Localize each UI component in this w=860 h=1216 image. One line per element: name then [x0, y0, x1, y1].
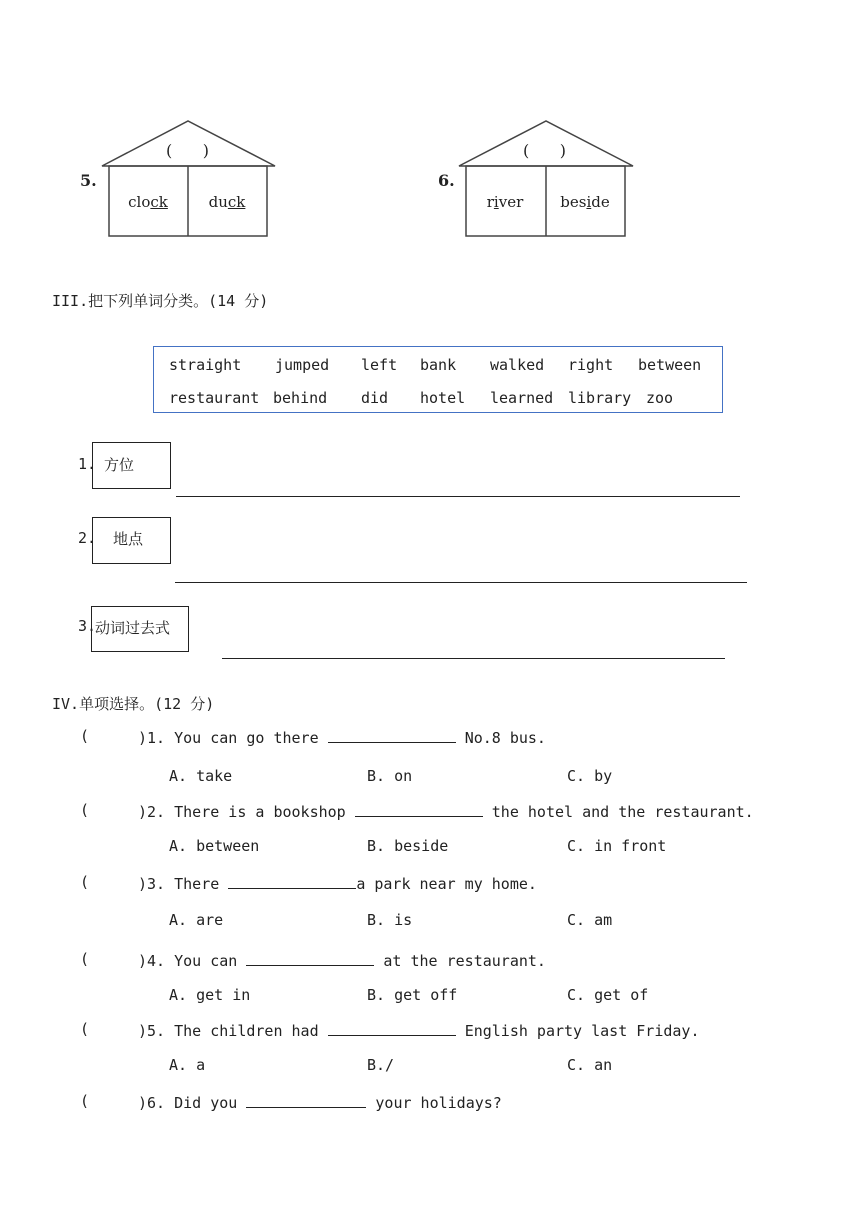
house-diagram — [457, 118, 635, 240]
word: zoo — [646, 389, 674, 407]
category-number: 2. — [78, 529, 97, 547]
roof-answer-paren: ( ) — [166, 141, 209, 160]
category-number: 1. — [78, 455, 97, 473]
house-word-right: beside — [560, 193, 610, 211]
category-label-box — [92, 517, 171, 564]
category-label: 动词过去式 — [95, 619, 171, 637]
word: walked — [490, 356, 545, 374]
house-diagram — [100, 118, 278, 240]
word: bank — [420, 356, 457, 374]
option: A. between — [169, 837, 260, 855]
fill-blank[interactable] — [328, 727, 456, 743]
answer-paren[interactable]: ( — [80, 950, 90, 968]
answer-paren[interactable]: ( — [80, 801, 90, 819]
word: behind — [273, 389, 328, 407]
category-label-box — [91, 606, 189, 652]
house-word-left: clock — [128, 193, 168, 211]
word: jumped — [275, 356, 330, 374]
word: restaurant — [169, 389, 260, 407]
category-label: 地点 — [113, 530, 144, 548]
word: hotel — [420, 389, 466, 407]
fill-blank[interactable] — [228, 873, 356, 889]
fill-blank[interactable] — [246, 1092, 366, 1108]
option: B. get off — [367, 986, 458, 1004]
fill-blank[interactable] — [355, 801, 483, 817]
house-word-right: duck — [208, 193, 246, 211]
answer-paren[interactable]: ( — [80, 1020, 90, 1038]
question-text: )6. Did you your holidays? — [138, 1094, 502, 1112]
question-text: )2. There is a bookshop the hotel and the restaurant. — [138, 803, 754, 821]
category-label-box — [92, 442, 171, 489]
option: C. by — [567, 767, 613, 785]
option: B. is — [367, 911, 413, 929]
question-text: )5. The children had English party last Friday. — [138, 1022, 700, 1040]
word: did — [361, 389, 389, 407]
option: C. get of — [567, 986, 649, 1004]
answer-line[interactable] — [175, 582, 747, 583]
option: B. beside — [367, 837, 449, 855]
section-title: III.把下列单词分类。(14 分) — [52, 292, 269, 310]
option: B./ — [367, 1056, 395, 1074]
word: straight — [169, 356, 242, 374]
option: A. get in — [169, 986, 251, 1004]
question-text: )1. You can go there No.8 bus. — [138, 729, 546, 747]
answer-paren[interactable]: ( — [80, 1092, 90, 1110]
word-bank — [153, 346, 723, 413]
category-number: 3. — [78, 617, 97, 635]
house-word-left: river — [486, 193, 524, 211]
word: learned — [490, 389, 554, 407]
option: C. am — [567, 911, 613, 929]
section-title: IV.单项选择。(12 分) — [52, 695, 215, 713]
house-number: 6. — [438, 171, 455, 190]
fill-blank[interactable] — [328, 1020, 456, 1036]
option: C. an — [567, 1056, 613, 1074]
category-label: 方位 — [104, 456, 135, 474]
word: right — [568, 356, 614, 374]
question-text: )4. You can at the restaurant. — [138, 952, 546, 970]
option: C. in front — [567, 837, 667, 855]
answer-line[interactable] — [176, 496, 740, 497]
answer-paren[interactable]: ( — [80, 873, 90, 891]
answer-line[interactable] — [222, 658, 725, 659]
option: A. are — [169, 911, 224, 929]
word: library — [568, 389, 632, 407]
word: left — [361, 356, 398, 374]
option: B. on — [367, 767, 413, 785]
fill-blank[interactable] — [246, 950, 374, 966]
option: A. a — [169, 1056, 206, 1074]
answer-paren[interactable]: ( — [80, 727, 90, 745]
question-text: )3. There a park near my home. — [138, 875, 537, 893]
roof-answer-paren: ( ) — [523, 141, 566, 160]
house-number: 5. — [80, 171, 97, 190]
word: between — [638, 356, 702, 374]
option: A. take — [169, 767, 233, 785]
